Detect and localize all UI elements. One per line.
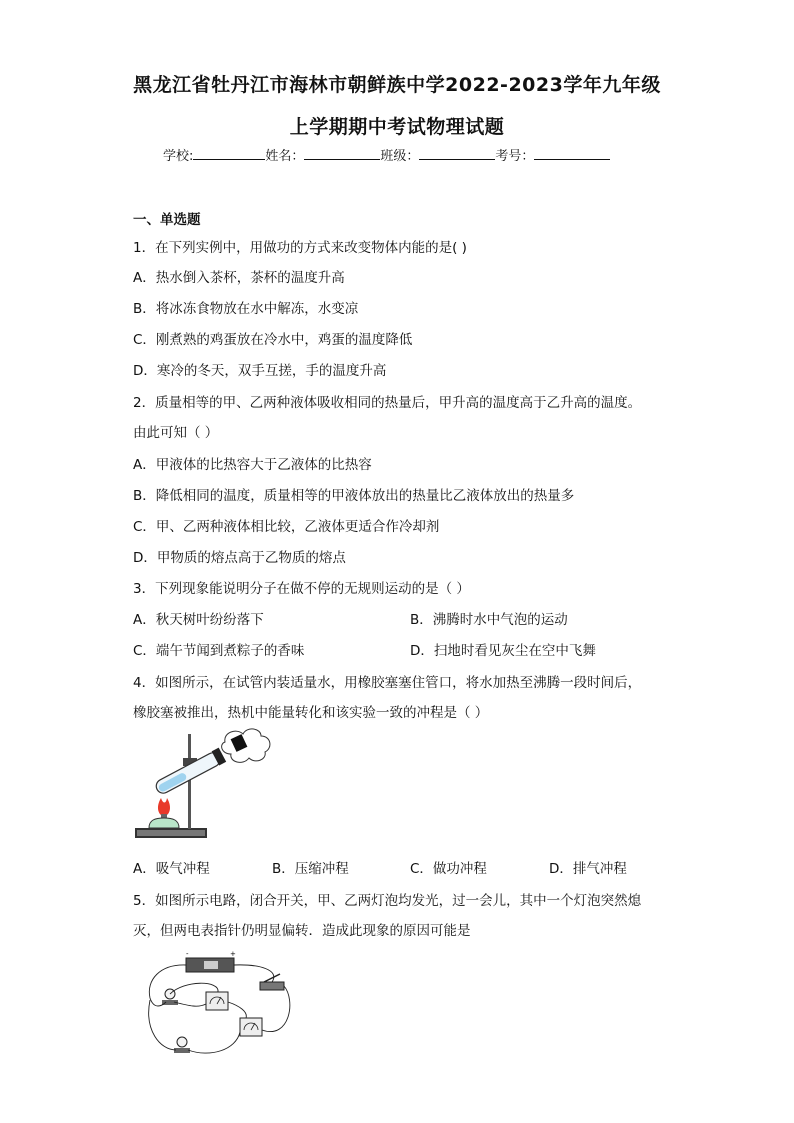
q3-option-b[interactable]: B．沸腾时水中气泡的运动 [410, 612, 568, 628]
class-blank[interactable] [419, 147, 495, 160]
q4-option-c[interactable]: C．做功冲程 [410, 861, 487, 877]
q3-option-d[interactable]: D．扫地时看见灰尘在空中飞舞 [410, 643, 596, 659]
alcohol-lamp [149, 818, 179, 828]
q2-option-b[interactable]: B．降低相同的温度，质量相等的甲液体放出的热量比乙液体放出的热量多 [133, 488, 575, 504]
battery-cell [204, 961, 218, 969]
meter-2 [240, 1018, 262, 1036]
q2-option-a[interactable]: A．甲液体的比热容大于乙液体的比热容 [133, 457, 372, 473]
class-label: 班级： [380, 149, 420, 164]
q3-option-c[interactable]: C．端午节闻到煮粽子的香味 [133, 643, 305, 659]
exam-no-label: 考号： [495, 149, 535, 164]
title-line-2: 上学期期中考试物理试题 [289, 116, 505, 138]
q4-option-b[interactable]: B．压缩冲程 [272, 861, 349, 877]
switch [260, 982, 284, 990]
q4-stem-line2: 橡胶塞被推出，热机中能量转化和该实验一致的冲程是（ ） [133, 705, 489, 721]
lamp-yi-base [174, 1048, 190, 1053]
q4-option-d[interactable]: D．排气冲程 [549, 861, 627, 877]
q3-stem: 3．下列现象能说明分子在做不停的无规则运动的是（ ） [133, 581, 470, 597]
q1-option-c[interactable]: C．刚煮熟的鸡蛋放在冷水中，鸡蛋的温度降低 [133, 332, 413, 348]
meter-1 [206, 992, 228, 1010]
q1-option-a[interactable]: A．热水倒入茶杯，茶杯的温度升高 [133, 270, 345, 286]
school-label: 学校: [163, 149, 194, 164]
q3-option-a[interactable]: A．秋天树叶纷纷落下 [133, 612, 264, 628]
q1-stem: 1．在下列实例中，用做功的方式来改变物体内能的是( ) [133, 240, 467, 256]
lamp-yi [177, 1037, 187, 1047]
q4-stem-line1: 4．如图所示，在试管内装适量水，用橡胶塞塞住管口，将水加热至沸腾一段时间后， [133, 675, 642, 691]
school-blank[interactable] [193, 147, 265, 160]
q2-stem-line1: 2．质量相等的甲、乙两种液体吸收相同的热量后，甲升高的温度高于乙升高的温度。 [133, 395, 642, 411]
section-heading: 一、单选题 [133, 212, 201, 228]
name-label: 姓名： [265, 149, 305, 164]
title-line-1: 黑龙江省牡丹江市海林市朝鲜族中学2022-2023学年九年级 [133, 74, 661, 96]
ejected-stopper [231, 734, 248, 752]
q5-stem-line2: 灭，但两电表指针仍明显偏转．造成此现象的原因可能是 [133, 923, 471, 939]
q4-option-a[interactable]: A．吸气冲程 [133, 861, 210, 877]
q5-stem-line1: 5．如图所示电路，闭合开关，甲、乙两灯泡均发光，过一会儿，其中一个灯泡突然熄 [133, 893, 642, 909]
q2-option-c[interactable]: C．甲、乙两种液体相比较，乙液体更适合作冷却剂 [133, 519, 440, 535]
q1-option-d[interactable]: D．寒冷的冬天，双手互搓，手的温度升高 [133, 363, 387, 379]
battery-minus: - [186, 950, 189, 958]
stand-base-top [137, 830, 205, 836]
stand-rod [188, 734, 191, 829]
student-info-row [163, 145, 610, 164]
switch-lever [264, 974, 280, 982]
exam-no-blank[interactable] [534, 147, 610, 160]
test-tube-experiment-figure [133, 728, 273, 846]
q2-stem-line2: 由此可知（ ） [133, 425, 219, 441]
circuit-diagram-figure [140, 950, 300, 1065]
q1-option-b[interactable]: B．将冰冻食物放在水中解冻，水变凉 [133, 301, 359, 317]
flame-icon [158, 798, 170, 816]
name-blank[interactable] [304, 147, 380, 160]
q2-option-d[interactable]: D．甲物质的熔点高于乙物质的熔点 [133, 550, 346, 566]
battery-plus: + [230, 950, 236, 958]
